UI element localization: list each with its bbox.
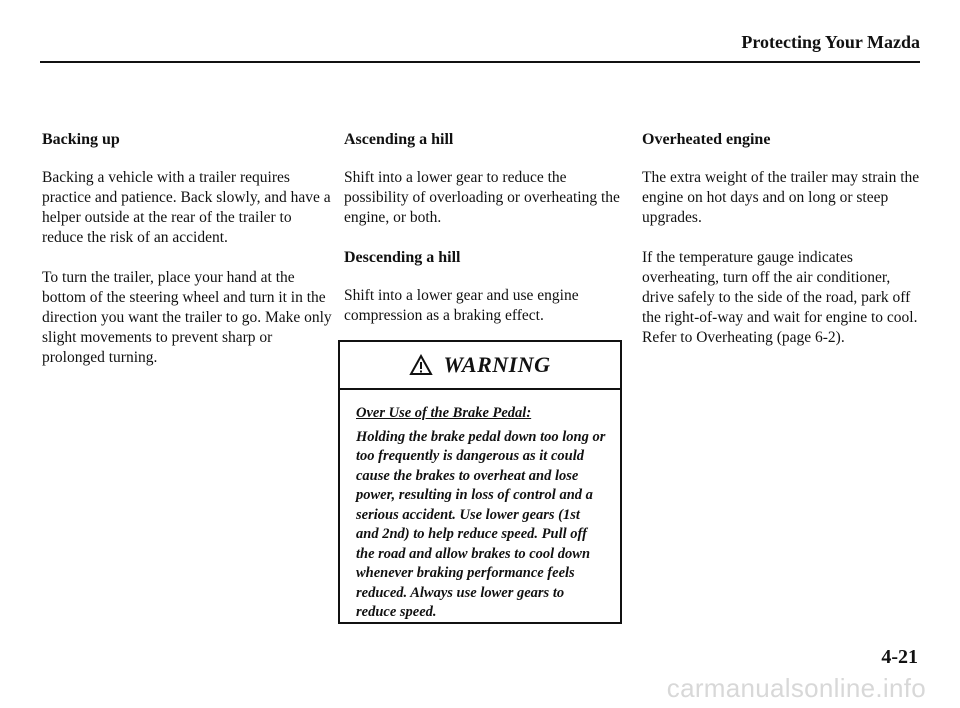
- page-number: 4-21: [881, 646, 918, 668]
- watermark-text: carmanualsonline.info: [666, 673, 926, 703]
- paragraph-overheated-2: If the temperature gauge indicates overheating, turn off the air conditioner, drive safely to the side of the road, park off the right-of-way and wait for engine to cool. Refer to Overheating (page 6-2).: [642, 249, 918, 346]
- heading-descending-hill: Descending a hill: [344, 249, 461, 266]
- paragraph-descending: Shift into a lower gear and use engine compression as a braking effect.: [344, 287, 579, 324]
- page-header: Protecting Your Mazda: [741, 32, 920, 52]
- column-backing-up: [42, 130, 332, 388]
- warning-header: [340, 342, 620, 390]
- column-hills: [344, 130, 624, 346]
- paragraph-ascending: Shift into a lower gear to reduce the possibility of overloading or overheating the engine, or both.: [344, 169, 620, 226]
- warning-triangle-icon: [409, 354, 433, 376]
- warning-title: WARNING: [443, 352, 551, 377]
- paragraph-backing-1: Backing a vehicle with a trailer requires practice and patience. Back slowly, and have a helper outside at the rear of the trailer to reduce the risk of an accident.: [42, 169, 331, 246]
- heading-ascending-hill: Ascending a hill: [344, 131, 454, 148]
- column-overheated-engine: [642, 130, 924, 368]
- paragraph-overheated-1: The extra weight of the trailer may strain the engine on hot days and on long or steep upgrades.: [642, 169, 920, 226]
- warning-text: Holding the brake pedal down too long or too frequently is dangerous as it could cause the brakes to overheat and lose power, resulting in loss of control and a serious accident. Use lower gears (1st and 2nd) to help reduce speed. Pull off the road and allow brakes to cool down whenever braking performance feels reduced. Always use lower gears to reduce speed.: [356, 428, 606, 620]
- warning-box: [338, 340, 622, 624]
- warning-subtitle: Over Use of the Brake Pedal:: [356, 405, 532, 421]
- header-rule: [40, 61, 920, 63]
- paragraph-backing-2: To turn the trailer, place your hand at the bottom of the steering wheel and turn it in the direction you want the trailer to go. Make only slight movements to prevent sharp or prolonged turning.: [42, 269, 332, 366]
- warning-body: [340, 390, 620, 623]
- heading-overheated-engine: Overheated engine: [642, 131, 771, 148]
- heading-backing-up: Backing up: [42, 131, 120, 148]
